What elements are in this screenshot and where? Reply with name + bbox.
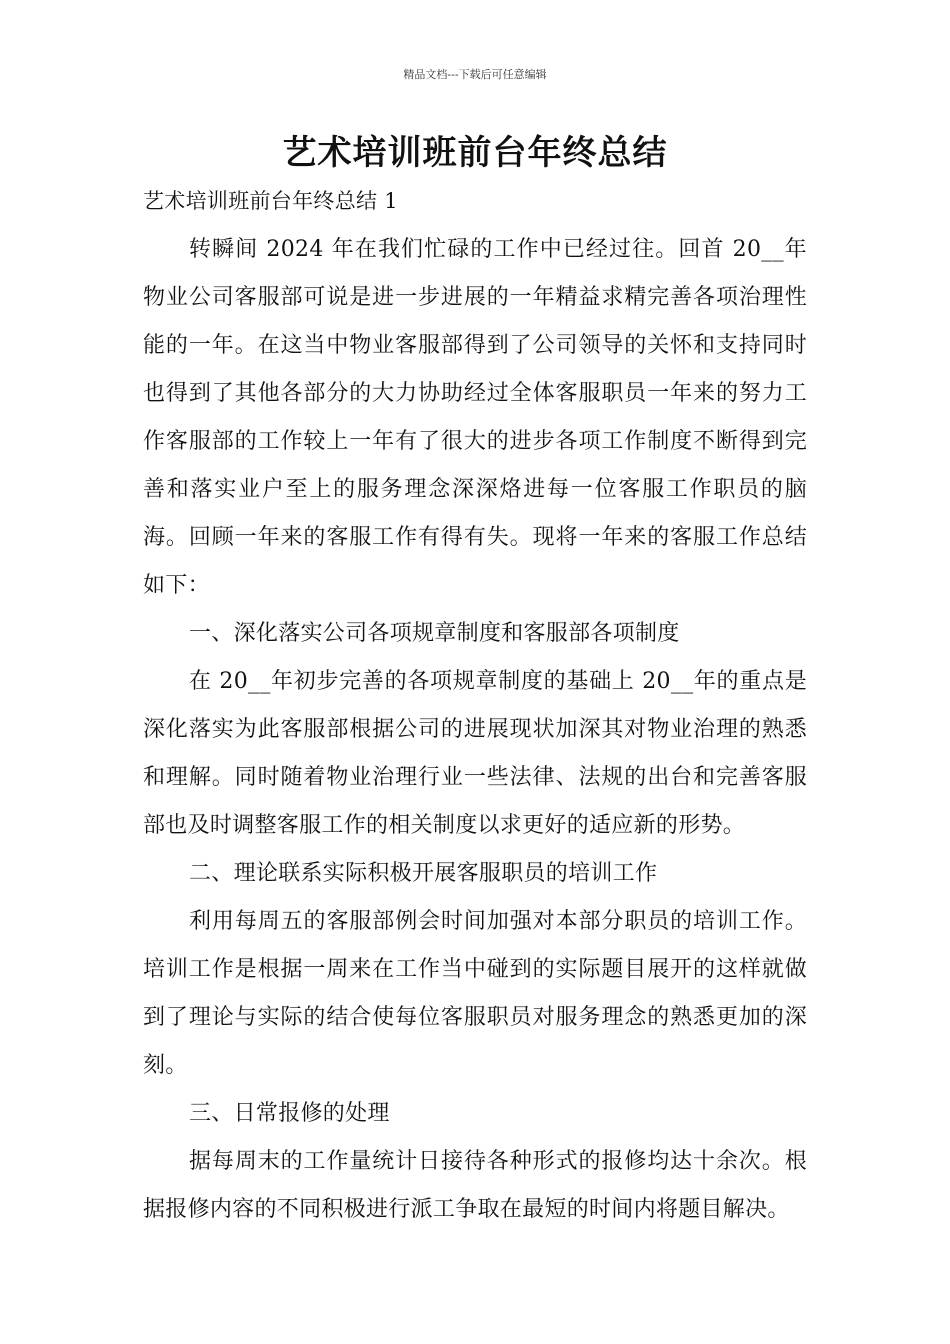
header-note: 精品文档---下载后可任意编辑 [403, 68, 547, 81]
document-subtitle: 艺术培训班前台年终总结 1 [143, 189, 398, 213]
paragraph-section-1: 在 20__年初步完善的各项规章制度的基础上 20__年的重点是深化落实为此客服部根据公司的进展现状加深其对物业治理的熟悉和理解。同时随着物业治理行业一些法律、法规的出台和完善客服部也及时调整客服工作的相关制度以求更好的适应新的形势。 [143, 669, 807, 838]
section-heading-2: 二、理论联系实际积极开展客服职员的培训工作 [189, 861, 658, 886]
document-body [143, 180, 807, 1234]
section-heading-3: 三、日常报修的处理 [189, 1101, 390, 1126]
paragraph-section-3: 据每周末的工作量统计日接待各种形式的报修均达十余次。根据报修内容的不同积极进行派工争取在最短的时间内将题目解决。 [143, 1149, 807, 1222]
paragraph-section-2: 利用每周五的客服部例会时间加强对本部分职员的培训工作。培训工作是根据一周来在工作当中碰到的实际题目展开的这样就做到了理论与实际的结合使每位客服职员对服务理念的熟悉更加的深刻。 [143, 909, 807, 1078]
paragraph-intro: 转瞬间 2024 年在我们忙碌的工作中已经过往。回首 20__年物业公司客服部可说是进一步进展的一年精益求精完善各项治理性能的一年。在这当中物业客服部得到了公司领导的关怀和支持同时也得到了其他各部分的大力协助经过全体客服职员一年来的努力工作客服部的工作较上一年有了很大的进步各项工作制度不断得到完善和落实业户至上的服务理念深深烙进每一位客服工作职员的脑海。回顾一年来的客服工作有得有失。现将一年来的客服工作总结如下： [143, 237, 807, 598]
document-title: 艺术培训班前台年终总结 [282, 133, 668, 173]
section-heading-1: 一、深化落实公司各项规章制度和客服部各项制度 [189, 621, 680, 646]
